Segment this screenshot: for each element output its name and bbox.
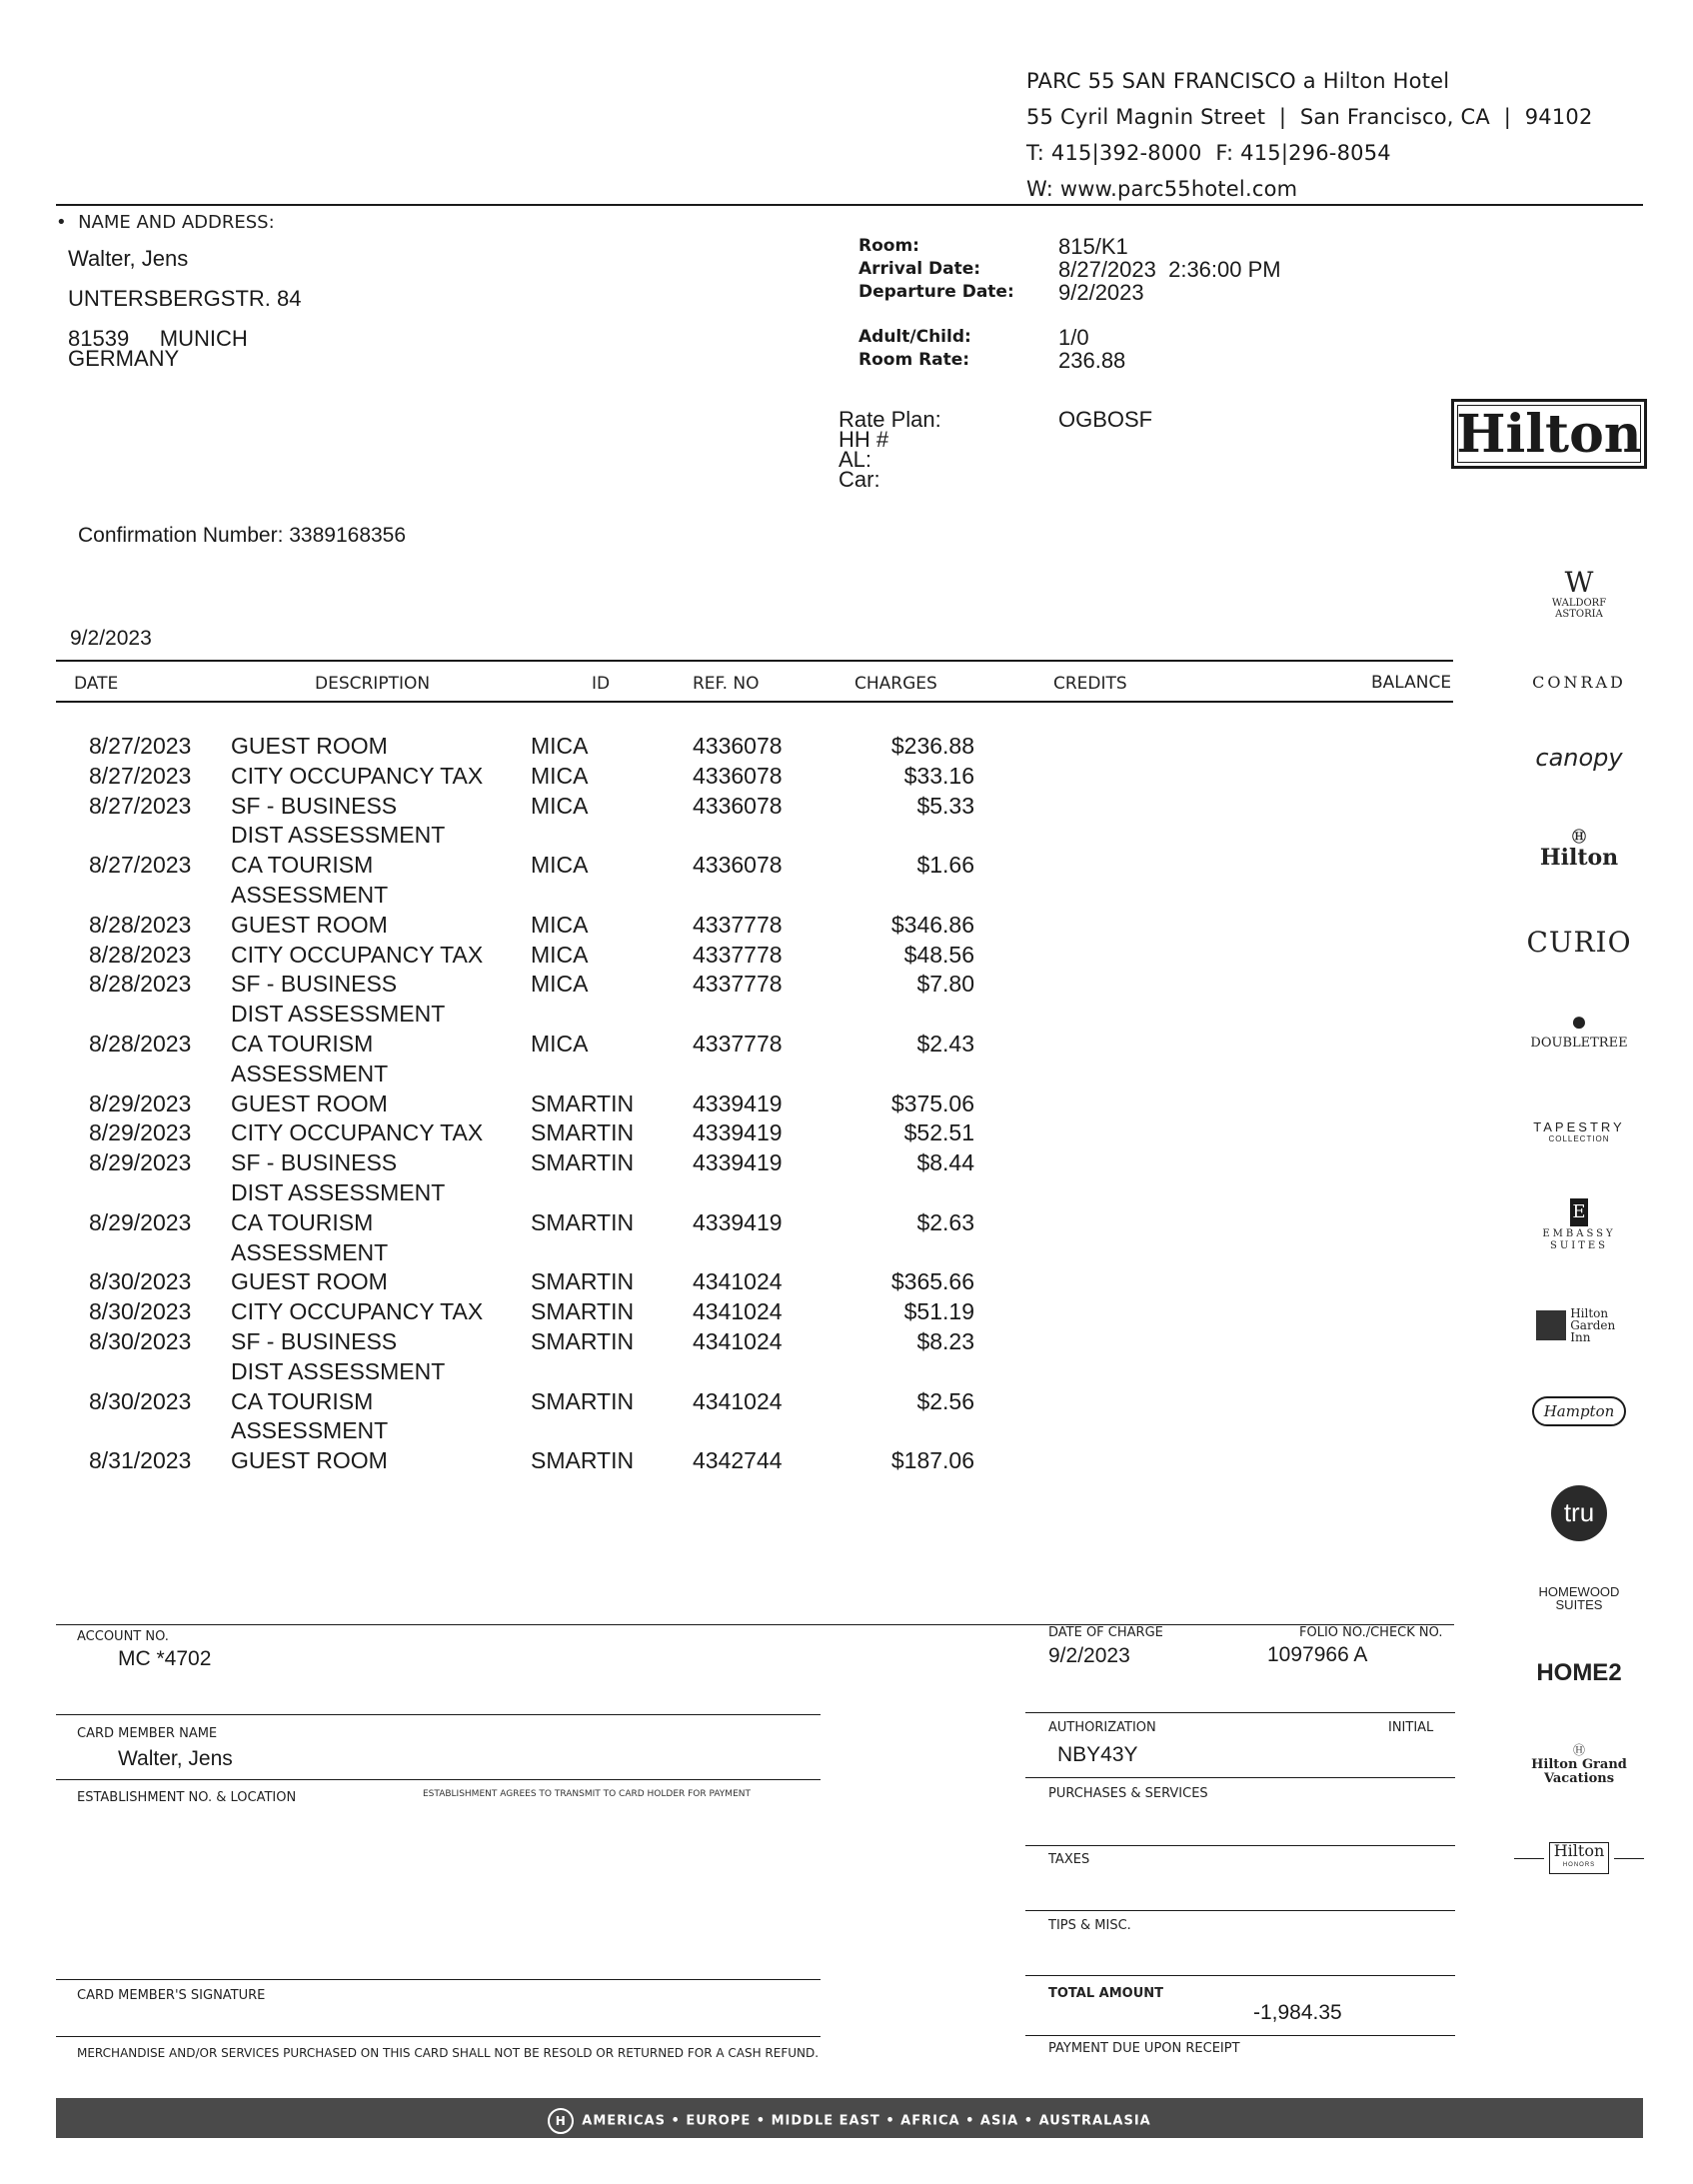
row-id: SMARTIN <box>531 1268 635 1295</box>
row-date: 8/27/2023 <box>89 733 192 759</box>
slip-line-r2 <box>1025 1777 1455 1778</box>
col-date: DATE <box>74 674 119 694</box>
guest-street: UNTERSBERGSTR. 84 <box>68 286 302 311</box>
row-charge: $236.88 <box>890 733 974 759</box>
row-id: SMARTIN <box>531 1387 635 1414</box>
row-ref: 4336078 <box>693 792 783 819</box>
row-id: MICA <box>531 762 589 789</box>
home2-logo: HOME2 <box>1536 1659 1622 1686</box>
hilton-logo-text: Hilton <box>1456 404 1642 465</box>
guest-section-label: • NAME AND ADDRESS: <box>56 212 275 233</box>
row-charge: $2.63 <box>916 1208 974 1235</box>
grand-vacations-text: Hilton Grand Vacations <box>1531 1757 1627 1786</box>
hotel-fax: 415|296-8054 <box>1240 141 1391 165</box>
row-id: SMARTIN <box>531 1298 635 1325</box>
row-date: 8/30/2023 <box>89 1298 192 1325</box>
grand-vacations-h-icon: Ⓗ <box>1572 1743 1585 1757</box>
tapestry-sub: COLLECTION <box>1548 1134 1610 1143</box>
garden-inn-logo <box>1499 1307 1659 1343</box>
row-charge: $346.86 <box>890 911 974 938</box>
row-description: GUEST ROOM <box>231 1090 388 1116</box>
guest-section-text: NAME AND ADDRESS: <box>78 212 275 233</box>
tru-text: tru <box>1551 1485 1607 1541</box>
row-charge: $52.51 <box>903 1119 974 1146</box>
row-ref: 4336078 <box>693 733 783 759</box>
card-member-label: CARD MEMBER NAME <box>77 1726 218 1741</box>
row-description: GUEST ROOM <box>231 911 388 938</box>
honors-box <box>1549 1842 1610 1874</box>
row-ref: 4337778 <box>693 911 783 938</box>
row-ref: 4342744 <box>693 1447 783 1474</box>
folio-date: 9/2/2023 <box>70 627 152 650</box>
hh-label: HH # <box>839 427 889 452</box>
row-date: 8/28/2023 <box>89 1031 192 1057</box>
col-credits: CREDITS <box>1053 674 1127 694</box>
slip-line-r3 <box>1025 1845 1455 1846</box>
account-value: MC *4702 <box>118 1647 212 1670</box>
row-description: SF - BUSINESS <box>231 1149 398 1176</box>
date-of-charge-value: 9/2/2023 <box>1048 1644 1130 1667</box>
row-description: GUEST ROOM <box>231 1268 388 1295</box>
row-ref: 4341024 <box>693 1387 783 1414</box>
hotel-street: 55 Cyril Magnin Street <box>1026 105 1266 129</box>
hampton-text: Hampton <box>1532 1396 1627 1426</box>
departure-value: 9/2/2023 <box>1058 280 1144 305</box>
initial-label: INITIAL <box>1388 1720 1434 1735</box>
tru-logo <box>1499 1485 1659 1541</box>
table-header-bottom-line <box>56 701 1453 703</box>
authorization-label: AUTHORIZATION <box>1048 1720 1156 1735</box>
hampton-logo <box>1499 1396 1659 1426</box>
row-charge: $8.23 <box>916 1328 974 1354</box>
row-date: 8/27/2023 <box>89 792 192 819</box>
row-description: CITY OCCUPANCY TAX <box>231 762 484 789</box>
row-id: SMARTIN <box>531 1149 635 1176</box>
tips-label: TIPS & MISC. <box>1048 1918 1131 1933</box>
row-charge: $51.19 <box>903 1298 974 1325</box>
adult-child-value: 1/0 <box>1058 325 1089 350</box>
row-description: CITY OCCUPANCY TAX <box>231 941 484 968</box>
row-charge: $2.43 <box>916 1031 974 1057</box>
hotel-address: 55 Cyril Magnin Street | San Francisco, CA | 94102 <box>1026 105 1593 129</box>
honors-left-rule <box>1514 1858 1544 1859</box>
row-ref: 4337778 <box>693 1031 783 1057</box>
slip-line-r6 <box>1025 2035 1455 2036</box>
hotel-phone: 415|392-8000 <box>1050 141 1202 165</box>
col-id: ID <box>592 674 611 694</box>
row-ref: 4339419 <box>693 1119 783 1146</box>
row-charge: $7.80 <box>916 971 974 998</box>
hilton-brand-text: Hilton <box>1539 845 1619 871</box>
row-date: 8/27/2023 <box>89 852 192 879</box>
canopy-logo: canopy <box>1535 744 1623 772</box>
row-id: MICA <box>531 733 589 759</box>
row-description: GUEST ROOM <box>231 733 388 759</box>
payment-due: PAYMENT DUE UPON RECEIPT <box>1048 2041 1240 2056</box>
rate-plan-label: Rate Plan: <box>839 407 941 432</box>
slip-line-1 <box>56 1714 821 1715</box>
honors-text: Hilton <box>1553 1841 1605 1860</box>
slip-line-r4 <box>1025 1910 1455 1911</box>
hotel-name: PARC 55 SAN FRANCISCO a Hilton Hotel <box>1026 69 1450 93</box>
row-description-cont: ASSESSMENT <box>231 882 389 908</box>
row-description: CA TOURISM <box>231 852 374 879</box>
row-id: MICA <box>531 852 589 879</box>
homewood-suites-logo <box>1499 1585 1659 1611</box>
adult-child-label: Adult/Child: <box>858 327 971 347</box>
garden-inn-icon <box>1536 1310 1566 1340</box>
guest-postcode: 81539 <box>68 326 130 351</box>
row-charge: $1.66 <box>916 852 974 879</box>
embassy-e-icon: E <box>1570 1198 1588 1226</box>
row-date: 8/29/2023 <box>89 1208 192 1235</box>
row-ref: 4339419 <box>693 1090 783 1116</box>
hilton-h-icon: Ⓗ <box>1572 829 1586 845</box>
web-label: W: <box>1026 177 1054 201</box>
account-label: ACCOUNT NO. <box>77 1629 169 1644</box>
row-id: SMARTIN <box>531 1119 635 1146</box>
doubletree-tree-icon: ● <box>1570 1006 1588 1037</box>
row-description-cont: DIST ASSESSMENT <box>231 1357 446 1384</box>
row-date: 8/29/2023 <box>89 1149 192 1176</box>
row-description: CA TOURISM <box>231 1387 374 1414</box>
row-ref: 4341024 <box>693 1268 783 1295</box>
room-value: 815/K1 <box>1058 234 1128 259</box>
conrad-logo: CONRAD <box>1532 673 1626 692</box>
row-description: SF - BUSINESS <box>231 971 398 998</box>
homewood-text: HOMEWOOD SUITES <box>1538 1584 1620 1612</box>
row-description-cont: ASSESSMENT <box>231 1060 389 1087</box>
row-description-cont: ASSESSMENT <box>231 1417 389 1444</box>
embassy-text: EMBASSY SUITES <box>1542 1228 1616 1251</box>
row-date: 8/28/2023 <box>89 971 192 998</box>
row-description: GUEST ROOM <box>231 1447 388 1474</box>
col-charges: CHARGES <box>854 674 937 694</box>
hilton-logo <box>1451 399 1647 469</box>
row-description-cont: ASSESSMENT <box>231 1238 389 1265</box>
room-rate-value: 236.88 <box>1058 348 1126 373</box>
confirmation-label: Confirmation Number: <box>78 524 284 547</box>
hotel-city: San Francisco, CA <box>1299 105 1490 129</box>
row-date: 8/29/2023 <box>89 1119 192 1146</box>
curio-logo: CURIO <box>1526 926 1632 959</box>
footer-hilton-icon: H <box>548 2108 574 2134</box>
row-date: 8/31/2023 <box>89 1447 192 1474</box>
honors-right-rule <box>1614 1858 1644 1859</box>
waldorf-astoria-logo <box>1499 568 1659 620</box>
col-description: DESCRIPTION <box>315 674 431 694</box>
establishment-label: ESTABLISHMENT NO. & LOCATION <box>77 1790 297 1805</box>
slip-line-4 <box>56 2036 821 2037</box>
row-ref: 4336078 <box>693 762 783 789</box>
hotel-web-line <box>1026 171 1297 207</box>
header-divider <box>56 204 1643 206</box>
row-charge: $375.06 <box>890 1090 974 1116</box>
slip-line-2 <box>56 1779 821 1780</box>
total-label: TOTAL AMOUNT <box>1048 1986 1164 2001</box>
slip-top-line <box>56 1624 1454 1625</box>
row-description: SF - BUSINESS <box>231 1328 398 1354</box>
folio-value: 1097966 A <box>1267 1643 1368 1666</box>
row-description-cont: DIST ASSESSMENT <box>231 822 446 849</box>
row-ref: 4337778 <box>693 971 783 998</box>
al-label: AL: <box>839 447 872 472</box>
tapestry-text: TAPESTRY <box>1533 1119 1625 1134</box>
row-charge: $33.16 <box>903 762 974 789</box>
departure-label: Departure Date: <box>858 282 1014 302</box>
row-charge: $187.06 <box>890 1447 974 1474</box>
row-description: SF - BUSINESS <box>231 792 398 819</box>
row-id: MICA <box>531 911 589 938</box>
folio-label: FOLIO NO./CHECK NO. <box>1299 1625 1443 1640</box>
confirmation-number: 3389168356 <box>289 524 407 547</box>
row-date: 8/29/2023 <box>89 1090 192 1116</box>
signature-label: CARD MEMBER'S SIGNATURE <box>77 1988 266 2003</box>
row-id: MICA <box>531 792 589 819</box>
waldorf-w-icon: W <box>1564 566 1594 599</box>
room-label: Room: <box>858 236 919 256</box>
purchases-label: PURCHASES & SERVICES <box>1048 1786 1208 1801</box>
rate-plan-value: OGBOSF <box>1058 407 1153 432</box>
authorization-value: NBY43Y <box>1057 1743 1138 1766</box>
footer-regions-line <box>56 2108 1643 2134</box>
disclaimer: MERCHANDISE AND/OR SERVICES PURCHASED ON THIS CARD SHALL NOT BE RESOLD OR RETURNED FOR A CASH REFUND. <box>77 2046 820 2060</box>
row-id: MICA <box>531 1031 589 1057</box>
fax-label: F: <box>1215 141 1234 165</box>
col-balance: BALANCE <box>1371 673 1452 693</box>
row-ref: 4339419 <box>693 1208 783 1235</box>
slip-line-r1 <box>1025 1712 1455 1713</box>
car-label: Car: <box>839 467 880 492</box>
row-id: SMARTIN <box>531 1447 635 1474</box>
date-of-charge-label: DATE OF CHARGE <box>1048 1625 1163 1640</box>
row-id: MICA <box>531 941 589 968</box>
row-ref: 4341024 <box>693 1328 783 1354</box>
footer-bar <box>56 2098 1643 2138</box>
guest-name: Walter, Jens <box>68 246 189 271</box>
confirmation-line <box>78 524 406 548</box>
footer-regions: AMERICAS • EUROPE • MIDDLE EAST • AFRICA • ASIA • AUSTRALASIA <box>582 2113 1151 2129</box>
guest-city: MUNICH <box>159 326 248 351</box>
slip-line-r5 <box>1025 1975 1455 1976</box>
phone-label: T: <box>1026 141 1044 165</box>
hilton-honors-logo <box>1474 1842 1684 1874</box>
garden-inn-text: Hilton Garden Inn <box>1570 1306 1616 1344</box>
row-description: CA TOURISM <box>231 1208 374 1235</box>
row-id: SMARTIN <box>531 1328 635 1354</box>
hotel-phone-line <box>1026 135 1391 171</box>
taxes-label: TAXES <box>1048 1852 1090 1867</box>
row-charge: $365.66 <box>890 1268 974 1295</box>
guest-country: GERMANY <box>68 346 180 371</box>
row-ref: 4337778 <box>693 941 783 968</box>
hilton-hotels-logo <box>1499 827 1659 869</box>
waldorf-text: WALDORF ASTORIA <box>1551 598 1607 620</box>
establishment-note: ESTABLISHMENT AGREES TO TRANSMIT TO CARD HOLDER FOR PAYMENT <box>423 1789 751 1799</box>
row-description-cont: DIST ASSESSMENT <box>231 1179 446 1205</box>
row-ref: 4336078 <box>693 852 783 879</box>
honors-sub: HONORS <box>1562 1862 1596 1868</box>
col-ref: REF. NO <box>693 674 760 694</box>
doubletree-text: DOUBLETREE <box>1530 1036 1628 1051</box>
row-date: 8/30/2023 <box>89 1387 192 1414</box>
row-charge: $48.56 <box>903 941 974 968</box>
row-ref: 4339419 <box>693 1149 783 1176</box>
row-date: 8/28/2023 <box>89 911 192 938</box>
arrival-label: Arrival Date: <box>858 259 981 279</box>
slip-line-3 <box>56 1979 821 1980</box>
hotel-website: www.parc55hotel.com <box>1059 177 1298 201</box>
card-member-value: Walter, Jens <box>118 1747 233 1770</box>
row-id: SMARTIN <box>531 1090 635 1116</box>
row-description: CA TOURISM <box>231 1031 374 1057</box>
row-charge: $8.44 <box>916 1149 974 1176</box>
arrival-value: 8/27/2023 2:36:00 PM <box>1058 257 1281 282</box>
row-description: CITY OCCUPANCY TAX <box>231 1298 484 1325</box>
doubletree-logo <box>1499 1008 1659 1051</box>
row-description-cont: DIST ASSESSMENT <box>231 1001 446 1028</box>
table-header-top-line <box>56 660 1453 662</box>
row-charge: $5.33 <box>916 792 974 819</box>
row-date: 8/30/2023 <box>89 1328 192 1354</box>
row-description: CITY OCCUPANCY TAX <box>231 1119 484 1146</box>
total-value: -1,984.35 <box>1253 2001 1342 2024</box>
row-ref: 4341024 <box>693 1298 783 1325</box>
row-date: 8/27/2023 <box>89 762 192 789</box>
embassy-suites-logo <box>1499 1198 1659 1252</box>
row-id: MICA <box>531 971 589 998</box>
row-id: SMARTIN <box>531 1208 635 1235</box>
hotel-zip: 94102 <box>1524 105 1593 129</box>
row-charge: $2.56 <box>916 1387 974 1414</box>
row-date: 8/28/2023 <box>89 941 192 968</box>
row-date: 8/30/2023 <box>89 1268 192 1295</box>
grand-vacations-logo <box>1499 1741 1659 1786</box>
room-rate-label: Room Rate: <box>858 350 970 370</box>
tapestry-logo <box>1499 1119 1659 1143</box>
